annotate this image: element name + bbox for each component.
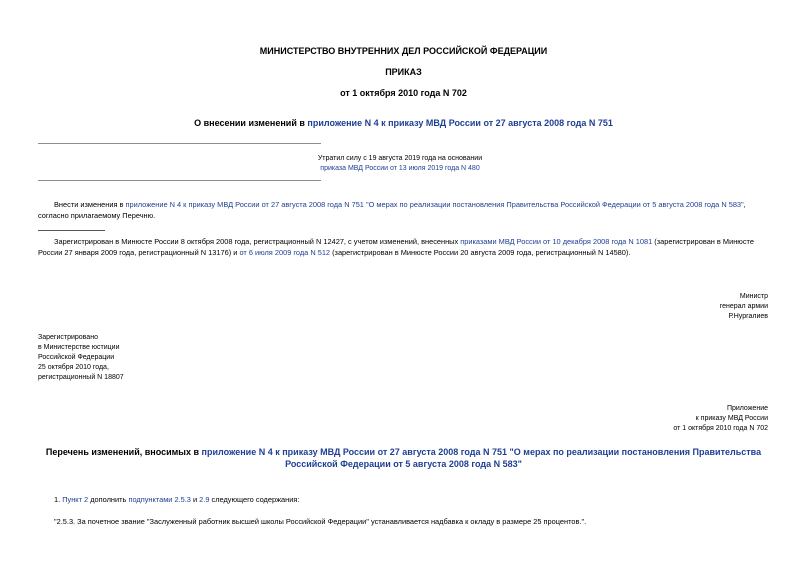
footnote-separator [38, 230, 105, 231]
footnote-prefix: Зарегистрирован в Минюсте России 8 октября 2008 года, регистрационный N 12427, с учетом изменений, внесенных [54, 237, 461, 246]
order-title-link[interactable]: приложение N 4 к приказу МВД России от 27 августа 2008 года N 751 [307, 118, 613, 128]
separator-top [38, 143, 321, 144]
item-1 [54, 494, 770, 505]
appendix-line-1: Приложение [726, 405, 768, 412]
ministry-heading: МИНИСТЕРСТВО ВНУТРЕННИХ ДЕЛ РОССИЙСКОЙ ФЕДЕРАЦИИ [259, 46, 548, 56]
order-date-number: от 1 октября 2010 года N 702 [340, 88, 467, 98]
doc-type-heading: ПРИКАЗ [385, 67, 422, 77]
item-1-link-2-5-3[interactable]: подпунктами 2.5.3 [128, 495, 191, 504]
registration-block [38, 333, 258, 383]
item-1-text-1: дополнить [88, 495, 129, 504]
footnote-link-1081[interactable]: приказами МВД России от 10 декабря 2008 года N 1081 [460, 237, 653, 246]
appendix-line-2: к приказу МВД России [695, 415, 768, 422]
appendix-block [560, 404, 768, 434]
item-1-link-2-9[interactable]: 2.9 [199, 495, 210, 504]
list-title [40, 446, 767, 470]
list-title-link[interactable]: приложение N 4 к приказу МВД России от 27 августа 2008 года N 751 "О мерах по реализации постановления Правительства Российской Федерации от 5 августа 2008 года N 583" [201, 447, 762, 469]
registration-line-1: Зарегистрировано [38, 334, 98, 341]
appendix-line-3: от 1 октября 2010 года N 702 [673, 425, 768, 432]
lapse-notice [250, 154, 550, 174]
registration-line-5: регистрационный N 18807 [38, 374, 124, 381]
order-title [0, 118, 807, 128]
list-title-prefix: Перечень изменений, вносимых в [45, 447, 202, 457]
lapse-notice-link[interactable]: приказа МВД России от 13 июля 2019 года N 480 [320, 165, 480, 172]
paragraph-main-link[interactable]: приложение N 4 к приказу МВД России от 27 августа 2008 года N 751 "О мерах по реализации постановления Правительства Российской Федерации от 5 августа 2008 года N 583" [125, 200, 744, 209]
registration-line-3: Российской Федерации [38, 354, 115, 361]
separator-bottom [38, 180, 321, 181]
paragraph-main-suffix: , согласно прилагаемому Перечню. [38, 200, 746, 220]
lapse-notice-line: Утратил силу с 19 августа 2019 года на основании [317, 155, 483, 162]
signature-name: Р.Нургалиев [728, 313, 768, 320]
signature-rank: генерал армии [719, 303, 768, 310]
footnote-link-512[interactable]: от 6 июля 2009 года N 512 [239, 248, 331, 257]
item-1-number: 1. [54, 495, 63, 504]
footnote-suffix: (зарегистрирован в Минюсте России 20 августа 2009 года, регистрационный N 14580). [330, 248, 631, 257]
item-1-text-3: следующего содержания: [209, 495, 300, 504]
item-1-text-2: и [190, 495, 200, 504]
footnote-mid: (зарегистрирован в Минюсте России 27 января 2009 года, регистрационный N 13176) и [38, 237, 754, 257]
footnote [38, 236, 770, 258]
registration-line-4: 25 октября 2010 года, [38, 364, 109, 371]
signature-block [560, 292, 768, 322]
quote-2-5-3: "2.5.3. За почетное звание "Заслуженный работник высшей школы Российской Федерации" устанавливается надбавка к окладу в размере 25 процентов.". [54, 517, 587, 526]
paragraph-main-prefix: Внести изменения в [54, 200, 126, 209]
order-title-prefix: О внесении изменений в [194, 118, 308, 128]
paragraph-main [38, 199, 770, 221]
signature-position: Министр [739, 293, 768, 300]
item-1-link-punkt-2[interactable]: Пункт 2 [62, 495, 89, 504]
registration-line-2: в Министерстве юстиции [38, 344, 120, 351]
